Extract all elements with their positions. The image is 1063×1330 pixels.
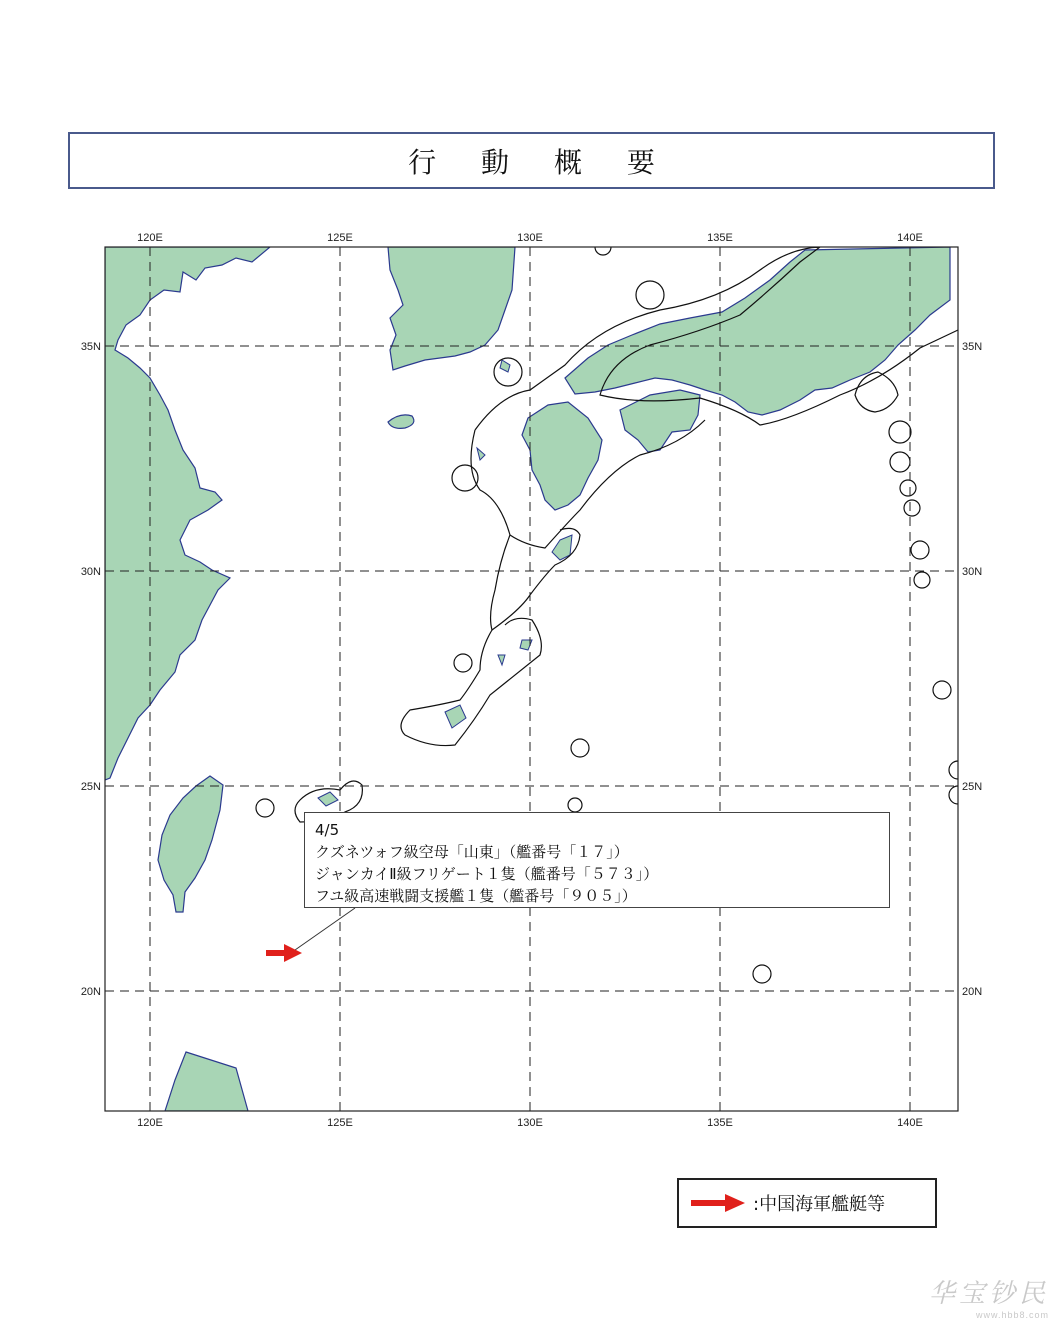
land-islet — [498, 655, 505, 665]
map-content — [105, 239, 967, 1111]
lon-label: 125E — [327, 1117, 353, 1129]
red-arrow-icon — [689, 1193, 747, 1213]
annotation-line-support-ship: フユ級高速戦闘支援艦１隻（艦番号「９０５」） — [315, 887, 637, 905]
land-islet — [318, 792, 338, 806]
annotation-line-carrier: クズネツォフ級空母「山東」（艦番号「１７」） — [315, 843, 629, 861]
annotation-callout — [304, 812, 890, 908]
land-islet — [500, 360, 510, 372]
lat-label: 25N — [962, 781, 983, 793]
lon-label: 135E — [707, 1117, 733, 1129]
vessel-arrow-icon — [266, 944, 302, 962]
lon-label: 130E — [517, 232, 543, 244]
lon-label: 120E — [137, 232, 163, 244]
lat-label: 20N — [962, 986, 983, 998]
latitude-labels-right — [962, 341, 982, 998]
land-taiwan — [158, 776, 223, 912]
lat-label: 35N — [80, 341, 101, 353]
lon-label: 130E — [517, 1117, 543, 1129]
lon-label: 140E — [897, 1117, 923, 1129]
callout-leader-line — [295, 908, 355, 950]
lat-label: 30N — [80, 566, 101, 578]
page-title: 行 動 概 要 — [408, 145, 673, 179]
lat-label: 35N — [962, 341, 983, 353]
land-luzon — [165, 1052, 248, 1111]
legend — [677, 1178, 937, 1228]
annotation-date: 4/5 — [315, 821, 340, 839]
watermark-text: 华宝钞民 — [928, 1279, 1049, 1309]
land-jeju — [388, 415, 414, 429]
longitude-labels-bottom — [137, 1117, 923, 1129]
lat-label: 30N — [962, 566, 983, 578]
longitude-labels-top — [137, 232, 923, 244]
watermark — [929, 1273, 1049, 1320]
legend-label: :中国海軍艦艇等 — [753, 1194, 886, 1215]
lon-label: 125E — [327, 232, 353, 244]
land-korea — [388, 247, 515, 370]
land-kyushu — [522, 402, 602, 510]
land-islet — [477, 448, 485, 460]
lat-label: 20N — [80, 986, 101, 998]
lon-label: 140E — [897, 232, 923, 244]
lon-label: 120E — [137, 1117, 163, 1129]
lon-label: 135E — [707, 232, 733, 244]
watermark-url: www.hbb8.com — [975, 1310, 1049, 1320]
lat-label: 25N — [80, 781, 101, 793]
annotation-line-frigate: ジャンカイⅡ級フリゲート１隻（艦番号「５７３」） — [315, 865, 659, 883]
land-china — [105, 247, 270, 780]
latitude-labels-left — [81, 341, 101, 998]
land-okinawa — [445, 705, 466, 728]
